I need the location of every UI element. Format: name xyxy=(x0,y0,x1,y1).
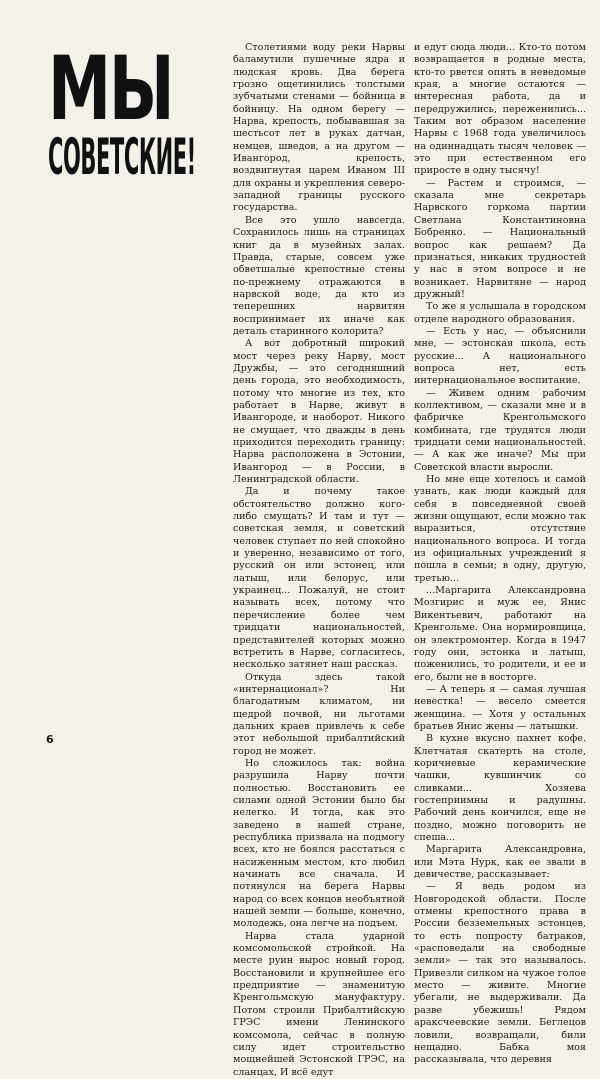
paragraph: Да и почему такое обстоятельство должно кого-либо смущать? И там и тут — советская земля, и советский человек ступает по ней спокойно и уверенно, независимо от того, русский он или эстонец, или латыш, или белорус, или украинец... Пожалуй, не стоит называть всех, потому что перечисление более чем тридцати национальностей, представителей которых можно встретить в Нарве, согласитесь, несколько затянет наш рассказ. xyxy=(233,486,405,671)
headline xyxy=(48,37,234,186)
article-column-1 xyxy=(233,42,405,1078)
paragraph: — Живем одним рабочим коллективом, — сказали мне и в фабричке Кренгольмского комбината, где трудятся люди тридцати семи национальностей. — А как же иначе? Мы при Советской власти выросли. xyxy=(414,387,586,473)
paragraph: ...Маргарита Александровна Мозгирис и муж ее, Янис Викентьевич, работают на Кренгольме. Она нормировщица, он электромонтер. Когда в 1947 году они, эстонка и латыш, поженились, то родители, и ее и его, были не в восторге. xyxy=(414,585,586,683)
paragraph: Столетиями воду реки Нарвы баламутили пушечные ядра и людская кровь. Два берега грозно ощетинились толстыми зубчатыми стенами — бойница в бойницу. На одном берегу — Нарва, крепость, побывавшая за шестьсот лет в руках датчан, немцев, шведов, а на другом — Ивангород, крепость, воздвигнутая царем Иваном III для охраны и укрепления северо-западной границы русского государства. xyxy=(233,42,405,214)
paragraph: и едут сюда люди... Кто-то потом возвращается в родные места, кто-то рвется опять в неведомые края, а многие остаются — интересная работа, да и передружились, переженились... Таким вот образом население Нарвы с 1968 года увеличилось на одиннадцать тысяч человек — это при естественном его приросте в одну тысячу! xyxy=(414,42,586,177)
paragraph: Но мне еще хотелось и самой узнать, как люди каждый для себя в повседневной своей жизни ощущают, если можно так выразиться, отсутствие национального вопроса. И тогда из официальных учреждений я пошла в семьи; в одну, другую, третью... xyxy=(414,474,586,584)
paragraph: — Растем и строимся, — сказала мне секретарь Нарвского горкома партии Светлана Константиновна Бобренко. — Национальный вопрос как решаем? Да признаться, никаких трудностей у нас в этом вопросе и не возникает. Нарвитяне — народ дружный! xyxy=(414,177,586,300)
paragraph: В кухне вкусно пахнет кофе. Клетчатая скатерть на столе, коричневые керамические чашки, кувшинчик со сливками... Хозяева гостеприимны и радушны. Рабочий день кончился, еще не поздно, можно поговорить не спеша... xyxy=(414,733,586,843)
page-number: 6 xyxy=(46,733,54,746)
paragraph: А вот добротный широкий мост через реку Нарву, мост Дружбы, — это сегодняшний день города, это необходимость, потому что многие из тех, кто работает в Нарве, живут в Ивангороде, и наоборот. Никого не смущает, что дважды в день приходится переходить границу: Нарва расположена в Эстонии, Ивангород — в России, в Ленинградской области. xyxy=(233,338,405,486)
paragraph: То же я услышала в городском отделе народного образования. xyxy=(414,301,586,325)
paragraph: Все это ушло навсегда. Сохранилось лишь на страницах книг да в музейных залах. Правда, старые, совсем уже обветшалые крепостные стены по-прежнему отражаются в нарвской воде, да кто из теперешних нарвитян воспринимает их иначе как деталь старинного колорита? xyxy=(233,214,405,337)
headline-line-2: СОВЕТСКИЕ! xyxy=(48,128,196,186)
headline-line-1: МЫ xyxy=(48,37,173,140)
paragraph: Маргарита Александровна, или Мэта Нурк, как ее звали в девичестве, рассказывает: xyxy=(414,844,586,881)
paragraph: — Я ведь родом из Новгородской области. После отмены крепостного права в России безземельных эстонцев, то есть попросту батраков, «расповедали на свободные земли» — так это называлось. Привезли силком на чужое голое место — живите. Многие убегали, не выдерживали. Да разве убежишь! Рядом араксчеевские земли. Беглецов ловили, возвращали, били нещадно. Бабка моя рассказывала, что деревня xyxy=(414,881,586,1066)
paragraph: Нарва стала ударной комсомольской стройкой. На месте руин вырос новый город. Восстановили и крупнейшее его предприятие — знаменитую Кренгольмскую мануфактуру. Потом строили Прибалтийскую ГРЭС имени Ленинского комсомола, сейчас в полную силу идет строительство мощнейшей Эстонской ГРЭС, на сланцах, И всё едут xyxy=(233,930,405,1078)
article-column-2 xyxy=(414,42,586,1066)
paragraph: Откуда здесь такой «интернационал»? Ни благодатным климатом, ни щедрой почвой, ни льготами дальних краев привлечь к себе этот небольшой прибалтийский город не может. xyxy=(233,671,405,757)
paragraph: Но сложилось так: война разрушила Нарву почти полностью. Восстановить ее силами одной Эстонии было бы нелегко. И тогда, как это заведено в нашей стране, республика призвала на подмогу всех, кто не боялся расстаться с насиженным местом, кто любил начинать все сначала. И потянулся на берега Нарвы народ со всех концов необъятной нашей земли — больше, конечно, молодежь, она легче на подъем. xyxy=(233,757,405,930)
paragraph: — Есть у нас, — объяснили мне, — эстонская школа, есть русские... А национального вопроса нет, есть интернациональное воспитание. xyxy=(414,325,586,387)
paragraph: — А теперь я — самая лучшая невестка! — весело смеется женщина. — Хотя у остальных братьев Янис жены — латышки. xyxy=(414,683,586,732)
